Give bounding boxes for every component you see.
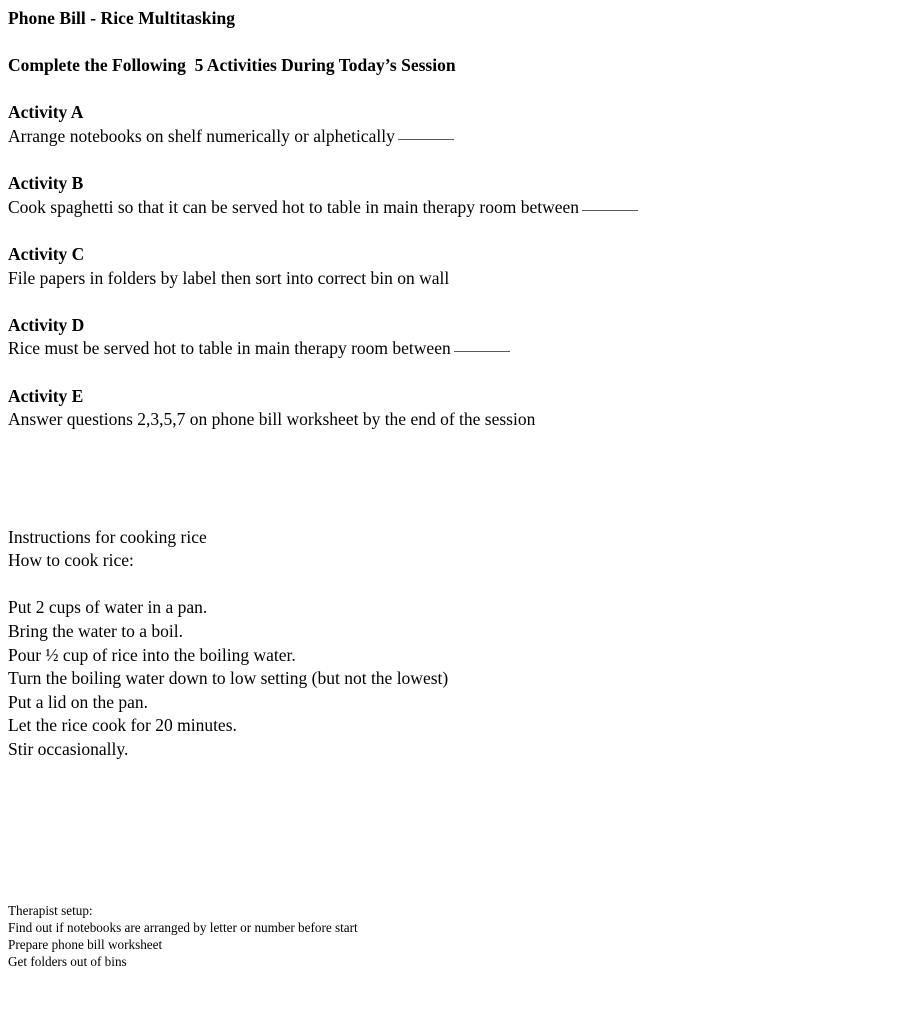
activity-b-blank[interactable] <box>582 210 638 211</box>
activity-d-label: Rice must be served hot to table in main therapy room between <box>8 338 451 359</box>
activity-c <box>8 243 913 290</box>
recipe-step: Put 2 cups of water in a pan. <box>8 597 208 618</box>
activity-d-heading: Activity D <box>8 314 85 335</box>
activity-d-blank[interactable] <box>454 351 510 352</box>
activity-b <box>8 172 913 219</box>
activity-e-text: Answer questions 2,3,5,7 on phone bill worksheet by the end of the session <box>8 409 536 430</box>
therapist-setup-section <box>8 902 913 971</box>
activity-c-text: File papers in folders by label then sort into correct bin on wall <box>8 267 450 288</box>
therapist-setup-header: Therapist setup: <box>8 902 93 918</box>
recipe-subheader: How to cook rice: <box>8 550 134 571</box>
activity-a-blank[interactable] <box>398 139 454 140</box>
recipe-step: Stir occasionally. <box>8 739 129 760</box>
recipe-setup-gap <box>8 762 913 902</box>
recipe-step: Let the rice cook for 20 minutes. <box>8 715 237 736</box>
activity-a <box>8 101 913 148</box>
activity-a-label: Arrange notebooks on shelf numerically or alphetically <box>8 125 395 146</box>
activity-b-spacer <box>8 219 913 243</box>
activity-d-spacer <box>8 361 913 385</box>
title-spacer <box>8 31 913 55</box>
activity-b-heading: Activity B <box>8 173 84 194</box>
activity-d <box>8 314 913 361</box>
therapist-setup-item: Find out if notebooks are arranged by letter or number before start <box>8 919 358 935</box>
activity-e-heading: Activity E <box>8 385 84 406</box>
activity-a-heading: Activity A <box>8 102 84 123</box>
activity-c-heading: Activity C <box>8 243 85 264</box>
recipe-spacer <box>8 573 913 597</box>
activity-c-spacer <box>8 290 913 314</box>
therapist-setup-item: Prepare phone bill worksheet <box>8 937 163 953</box>
activity-a-text <box>8 125 913 149</box>
activity-d-text <box>8 337 913 361</box>
subtitle-spacer <box>8 78 913 102</box>
recipe-step: Turn the boiling water down to low setting (but not the lowest) <box>8 668 449 689</box>
activity-b-label: Cook spaghetti so that it can be served hot to table in main therapy room between <box>8 196 580 217</box>
page-title: Phone Bill - Rice Multitasking <box>8 8 236 28</box>
recipe-step: Pour ½ cup of rice into the boiling water. <box>8 644 296 665</box>
instruction-heading: Complete the Following 5 Activities During Today’s Session <box>8 55 456 76</box>
recipe-step: Bring the water to a boil. <box>8 621 183 642</box>
therapist-setup-item: Get folders out of bins <box>8 954 127 970</box>
activity-a-spacer <box>8 149 913 173</box>
recipe-section <box>8 526 913 762</box>
activities-recipe-gap <box>8 432 913 526</box>
recipe-header: Instructions for cooking rice <box>8 526 207 547</box>
activity-b-text <box>8 196 913 220</box>
activity-e <box>8 385 913 432</box>
recipe-step: Put a lid on the pan. <box>8 691 148 712</box>
